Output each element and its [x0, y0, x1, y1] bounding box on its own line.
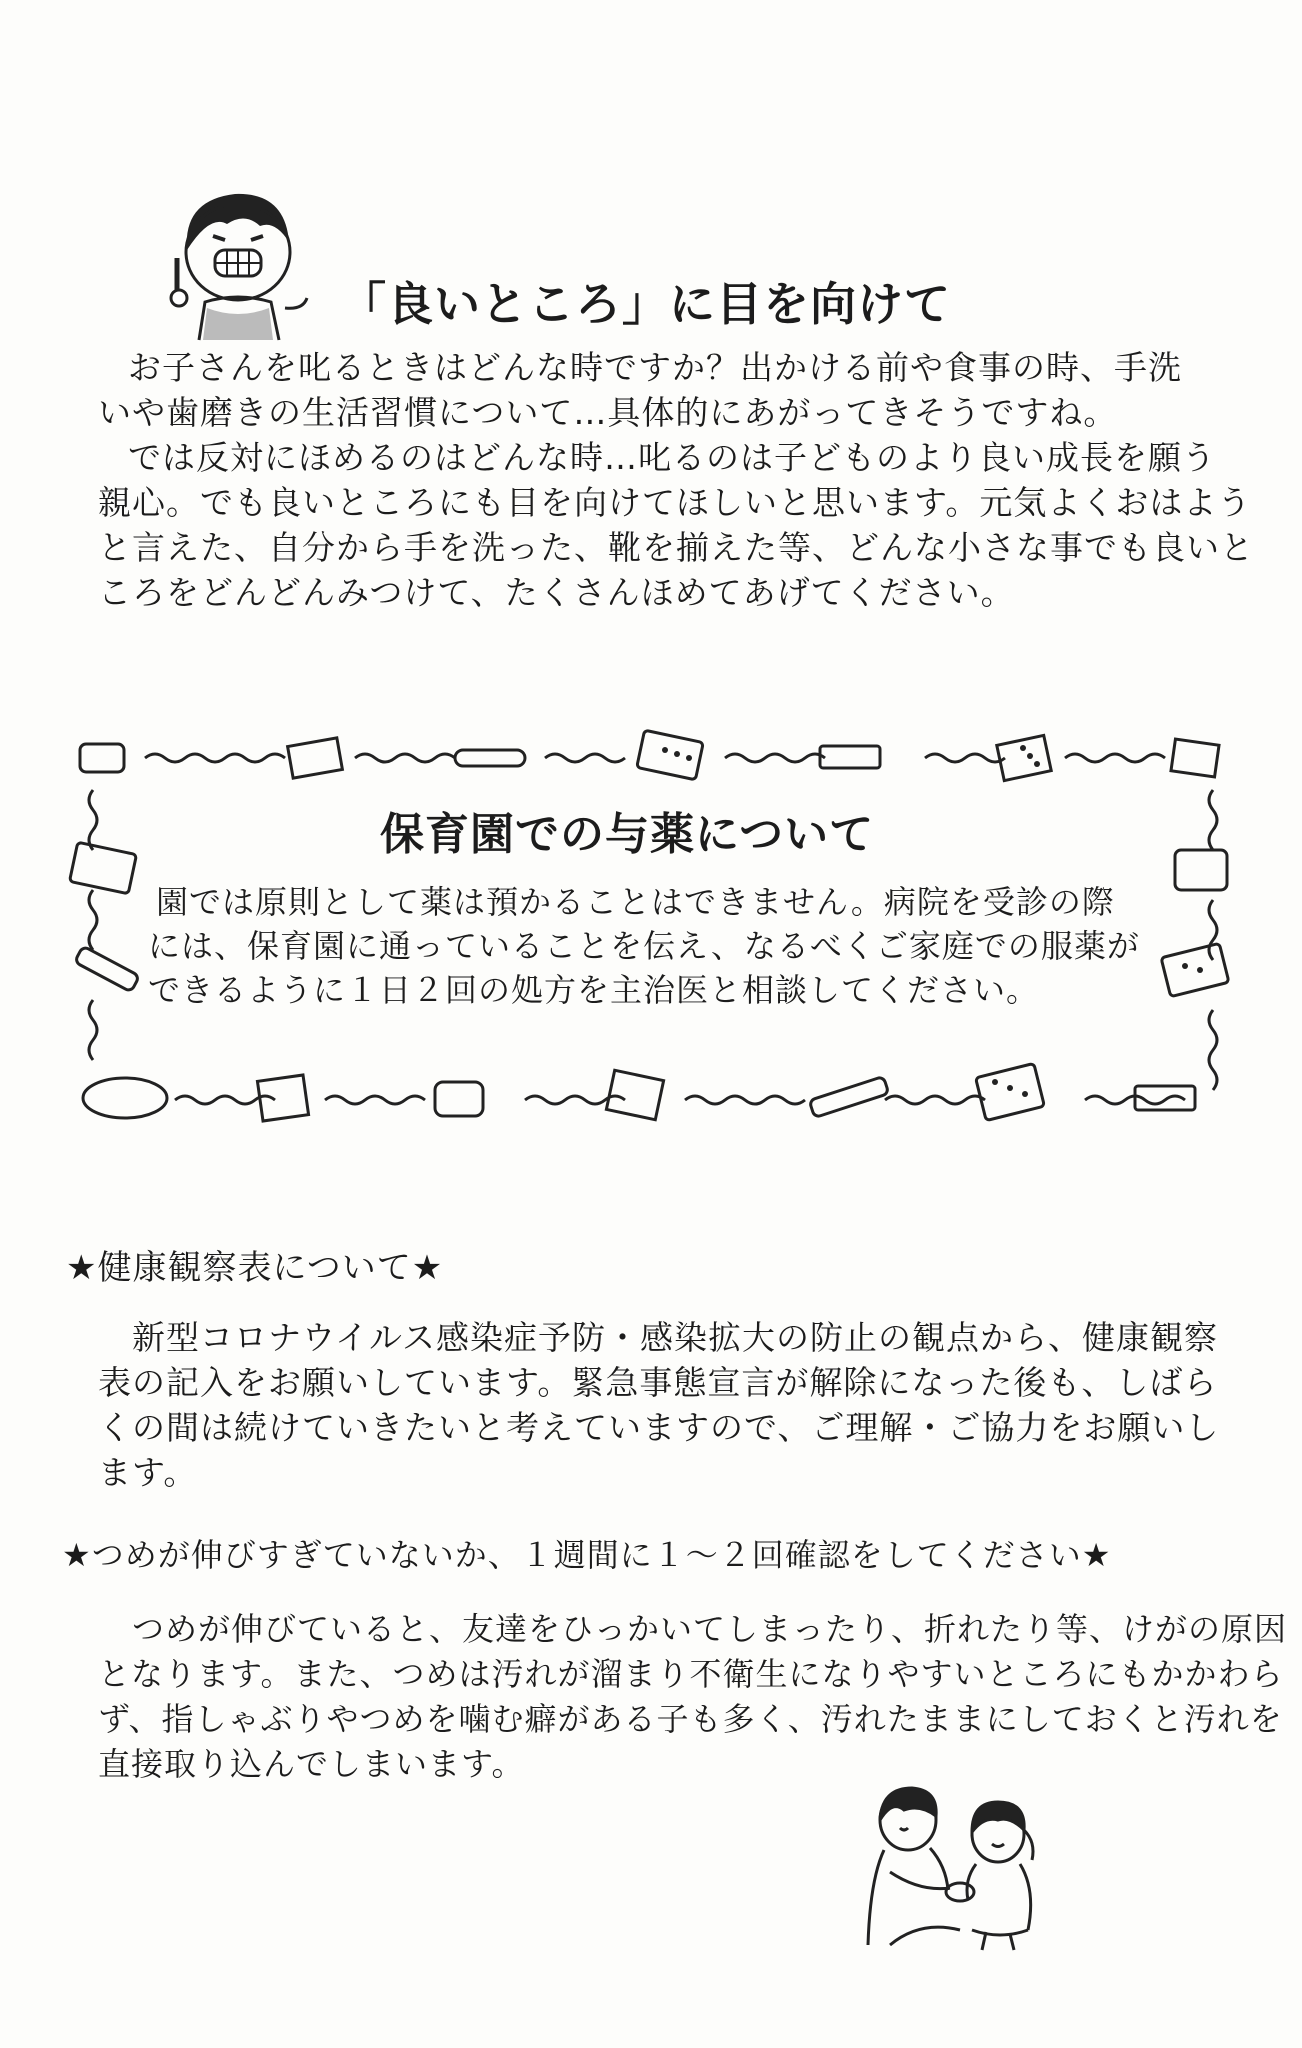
section3-title: ★健康観察表について★ [66, 1248, 444, 1288]
section2-body [148, 880, 1188, 1012]
section2-line: には、保育園に通っていることを伝え、なるべくご家庭での服薬が [148, 927, 1140, 965]
section1-line: では反対にほめるのはどんな時…叱るのは子どものより良い成長を願う [128, 438, 1216, 477]
section1-line: ころをどんどんみつけて、たくさんほめてあげてください。 [98, 573, 1015, 612]
section4-line: つめが伸びていると、友達をひっかいてしまったり、折れたり等、けがの原因 [132, 1610, 1288, 1648]
section4-body [98, 1607, 1288, 1787]
section1-body [98, 345, 1254, 615]
section1-title: 「良いところ」に目を向けて [340, 277, 951, 331]
section3-body [98, 1315, 1228, 1495]
section4-line: となります。また、つめは汚れが溜まり不衛生になりやすいところにもかかわら [98, 1655, 1284, 1693]
section4-line: 直接取り込んでしまいます。 [98, 1745, 525, 1783]
grinning-boy-icon [165, 180, 315, 340]
section2-title: 保育園での与薬について [380, 809, 875, 860]
section1-line: と言えた、自分から手を洗った、靴を揃えた等、どんな小さな事でも良いと [98, 528, 1254, 567]
section2-line: 園では原則として薬は預かることはできません。病院を受診の際 [156, 883, 1115, 921]
section1-line: いや歯磨きの生活習慣について…具体的にあがってきそうですね。 [98, 393, 1118, 432]
section3-line: 新型コロナウイルス感染症予防・感染拡大の防止の観点から、健康観察 [132, 1318, 1219, 1357]
section4-line: ず、指しゃぶりやつめを噛む癖がある子も多く、汚れたままにしておくと汚れを [98, 1700, 1283, 1738]
section4-title: ★つめが伸びすぎていないか、１週間に１～２回確認をしてください★ [62, 1536, 1112, 1574]
section3-line: ます。 [98, 1453, 198, 1492]
section3-line: くの間は続けていきたいと考えていますので、ご理解・ご協力をお願いし [98, 1408, 1220, 1447]
section1-line: 親心。でも良いところにも目を向けてほしいと思います。元気よくおはよう [98, 483, 1252, 522]
section3-line: 表の記入をお願いしています。緊急事態宣言が解除になった後も、しばら [98, 1363, 1218, 1402]
section2-line: できるように１日２回の処方を主治医と相談してください。 [148, 971, 1040, 1009]
teacher-and-child-icon [860, 1780, 1050, 1950]
section1-line: お子さんを叱るときはどんな時ですか？出かける前や食事の時、手洗 [128, 348, 1182, 387]
